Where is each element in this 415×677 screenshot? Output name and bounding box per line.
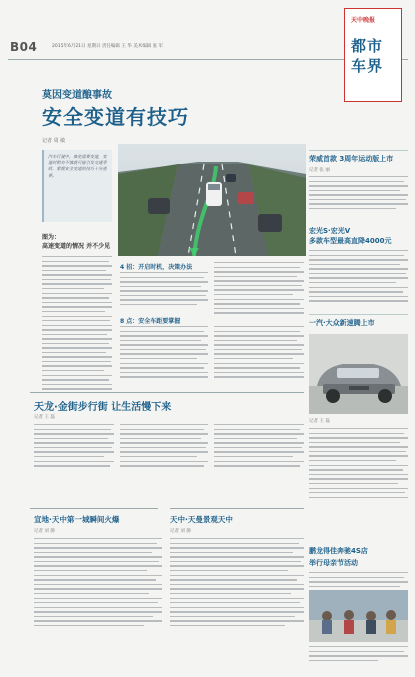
- right-story-4-title: 鹏龙得佳奔驰4S店: [309, 547, 368, 555]
- paper-logo-text: 天中晚报: [351, 17, 376, 24]
- right-story-4-text: [309, 646, 408, 664]
- right-story-4-subtitle: 举行母亲节活动: [309, 559, 358, 567]
- box2-byline: 记者 刘 静: [34, 529, 55, 534]
- lead-subhead-2: 8 点：安全车距要掌握: [120, 318, 181, 325]
- bottom-band-rule-1: [30, 392, 304, 393]
- photo-caption-title: 图为：: [42, 234, 61, 241]
- box1-text-col-3: [214, 424, 304, 470]
- right-story-1-text: [309, 176, 408, 213]
- lead-headline: 安全变道有技巧: [42, 105, 189, 129]
- box2-title: 宣地·天中第一城瞬间火爆: [34, 515, 120, 524]
- lead-text-column-3: [214, 262, 304, 317]
- lead-text-column-2b: [120, 326, 208, 381]
- box3-byline: 记者 刘 静: [170, 529, 191, 534]
- lead-subhead-1: 4 招：开启时机，决策办法: [120, 264, 193, 271]
- page-number: B04: [10, 40, 38, 54]
- right-story-1-byline: 记者 张 丽: [309, 168, 330, 173]
- right-story-3-byline: 记者 王 磊: [309, 419, 330, 424]
- right-story-4-text-top: [309, 572, 408, 590]
- right-story-2-title: 宏光S·宏光V: [309, 227, 351, 235]
- lead-byline: 记者 周 敏: [42, 138, 66, 144]
- issue-meta: 2015年6月21日 星期日 责任编辑 王 华 美术编辑 张 军: [52, 44, 164, 49]
- box2-text: [34, 538, 162, 630]
- highway-photo: [118, 144, 306, 256]
- right-column-rule-1: [309, 150, 408, 151]
- bottom-band-rule-3: [170, 508, 304, 509]
- right-story-3-title: 一汽·大众新速腾上市: [309, 319, 375, 327]
- dealer-event-photo: [309, 590, 408, 642]
- pullquote-text: 汽车行驶中，难免需要变道，变道时稍有不慎就可能引发交通事故，掌握安全变道的技巧十分重要。: [48, 154, 107, 178]
- box1-text-col-1: [34, 424, 114, 470]
- lead-text-column-3b: [214, 326, 304, 381]
- car-photo: [309, 334, 408, 414]
- box1-title: 天龙·金街步行街 让生活慢下来: [34, 402, 172, 413]
- photo-caption-sub: 高速变道的情况 并不少见: [42, 243, 111, 250]
- right-column-rule-2: [309, 314, 408, 315]
- right-story-2-text: [309, 250, 408, 305]
- right-story-3-text: [309, 428, 408, 501]
- lead-text-column-1b: [42, 338, 112, 393]
- lead-text-column-1: [42, 256, 112, 348]
- box3-text: [170, 538, 304, 630]
- lead-kicker: 莫因变道酿事故: [42, 90, 112, 101]
- right-story-2-subtitle: 多款车型最高直降4000元: [309, 237, 392, 245]
- box1-byline: 记者 王 磊: [34, 415, 55, 420]
- bottom-band-rule-2: [30, 508, 158, 509]
- section-name-line2: 车界: [351, 57, 384, 75]
- lead-text-column-2: [120, 272, 208, 309]
- lead-pullquote: [42, 150, 112, 222]
- section-name-line1: 都市: [351, 37, 384, 55]
- section-logo: [344, 8, 402, 102]
- box3-title: 天中·天曼景观天中: [170, 515, 233, 524]
- right-story-1-title: 荣威首款 3周年运动版上市: [309, 155, 394, 163]
- box1-text-col-2: [120, 424, 208, 470]
